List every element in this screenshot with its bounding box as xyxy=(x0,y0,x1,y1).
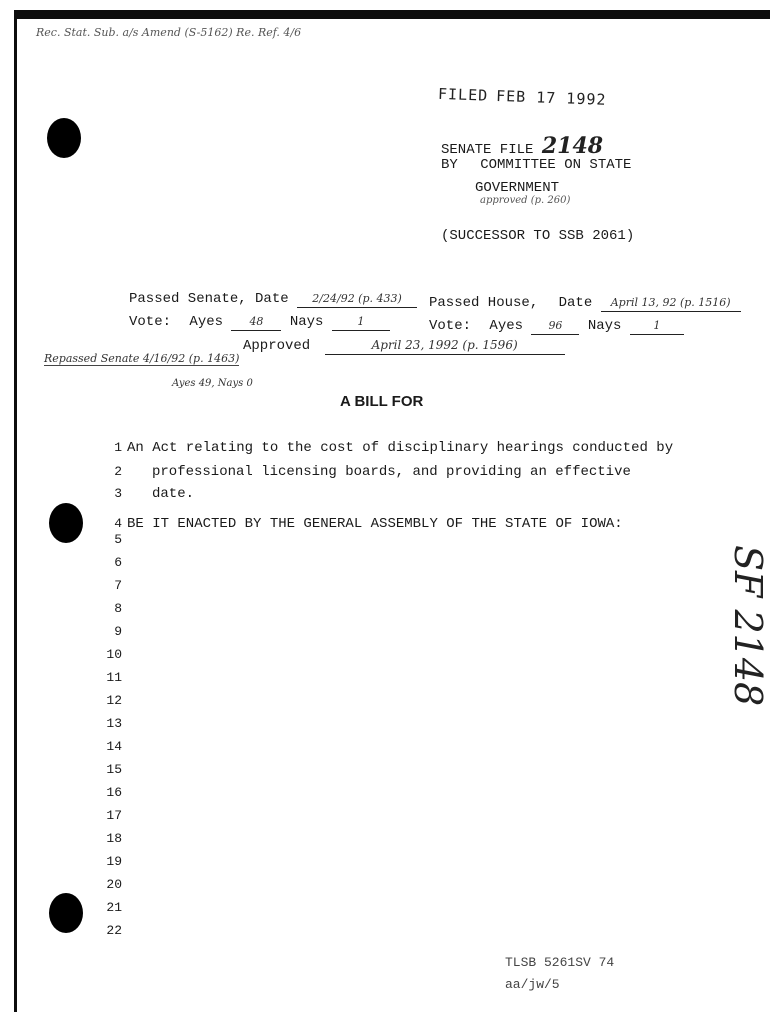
committee-name-1: COMMITTEE ON STATE xyxy=(480,157,632,173)
line-number: 4 xyxy=(114,516,122,531)
senate-ayes: 48 xyxy=(249,315,264,328)
line-number: 20 xyxy=(106,877,122,892)
left-border xyxy=(14,10,17,1012)
line-number: 17 xyxy=(106,808,122,823)
senate-nays-field xyxy=(332,314,390,331)
date-label: Date xyxy=(558,295,593,311)
line-number: 6 xyxy=(114,555,122,570)
line-number: 13 xyxy=(106,716,122,731)
senate-ayes-field xyxy=(231,314,281,331)
line-number: 7 xyxy=(114,578,122,593)
senate-nays: 1 xyxy=(357,315,365,328)
line-number: 19 xyxy=(106,854,122,869)
senate-file-line xyxy=(441,133,603,159)
punch-hole xyxy=(49,503,83,543)
filed-label: FILED xyxy=(437,84,489,105)
line-number: 1 xyxy=(114,440,122,455)
line-number: 9 xyxy=(114,624,122,639)
line-text: BE IT ENACTED BY THE GENERAL ASSEMBLY OF THE STATE OF IOWA: xyxy=(127,516,623,532)
line-number: 2 xyxy=(114,464,122,479)
approved-label: Approved xyxy=(243,338,311,354)
line-text: professional licensing boards, and providing an effective xyxy=(152,464,631,480)
line-number: 5 xyxy=(114,532,122,547)
footer-initials: aa/jw/5 xyxy=(505,977,560,992)
house-nays-field xyxy=(630,318,684,335)
by-label: BY xyxy=(441,157,458,173)
successor-line: (SUCCESSOR TO SSB 2061) xyxy=(441,228,635,244)
passed-house-label: Passed House, xyxy=(429,295,539,311)
line-text: An Act relating to the cost of disciplinary hearings conducted by xyxy=(127,440,674,456)
passed-house-row xyxy=(429,295,741,312)
approved-date-field xyxy=(325,338,565,355)
line-number: 15 xyxy=(106,762,122,777)
passed-house-date: April 13, 92 (p. 1516) xyxy=(610,296,731,309)
house-ayes: 96 xyxy=(548,319,563,332)
line-number: 11 xyxy=(106,670,122,685)
filed-date: FEB 17 1992 xyxy=(495,86,607,109)
committee-name-2: GOVERNMENT xyxy=(475,180,560,196)
line-number: 22 xyxy=(106,923,122,938)
vote-label: Vote: xyxy=(129,314,172,330)
bill-title: A BILL FOR xyxy=(340,393,424,410)
vote-label: Vote: xyxy=(429,318,472,334)
line-number: 3 xyxy=(114,486,122,501)
line-number: 16 xyxy=(106,785,122,800)
line-number: 8 xyxy=(114,601,122,616)
line-number: 18 xyxy=(106,831,122,846)
line-number: 10 xyxy=(106,647,122,662)
passed-house-date-field xyxy=(601,295,741,312)
approved-row xyxy=(243,338,565,355)
punch-hole xyxy=(49,893,83,933)
punch-hole xyxy=(47,118,81,158)
nays-label: Nays xyxy=(587,318,622,334)
house-ayes-field xyxy=(531,318,579,335)
passed-senate-date: 2/24/92 (p. 433) xyxy=(312,292,402,305)
handwritten-header-note: Rec. Stat. Sub. a/s Amend (S-5162) Re. Ref. 4/6 xyxy=(36,26,302,39)
handwritten-side-note: SF 2148 xyxy=(726,545,770,707)
passed-senate-date-field xyxy=(297,291,417,308)
filed-stamp xyxy=(438,85,615,109)
repassed-senate-votes: Ayes 49, Nays 0 xyxy=(172,378,253,389)
senate-file-number: 2148 xyxy=(541,133,604,159)
top-border xyxy=(14,10,770,19)
committee-line xyxy=(441,157,631,173)
line-text: date. xyxy=(152,486,195,502)
passed-senate-label: Passed Senate, Date xyxy=(129,291,289,307)
house-vote-row xyxy=(429,318,684,335)
line-number: 12 xyxy=(106,693,122,708)
approved-date: April 23, 1992 (p. 1596) xyxy=(371,338,518,352)
line-number: 21 xyxy=(106,900,122,915)
committee-approved-note: approved (p. 260) xyxy=(480,195,571,206)
house-nays: 1 xyxy=(653,319,661,332)
footer-code: TLSB 5261SV 74 xyxy=(505,955,615,970)
repassed-senate-note: Repassed Senate 4/16/92 (p. 1463) xyxy=(44,352,240,365)
senate-file-label: SENATE FILE xyxy=(441,142,534,158)
ayes-label: Ayes xyxy=(489,318,524,334)
ayes-label: Ayes xyxy=(189,314,224,330)
passed-senate-row xyxy=(129,291,417,308)
line-number: 14 xyxy=(106,739,122,754)
nays-label: Nays xyxy=(289,314,324,330)
senate-vote-row xyxy=(129,314,390,331)
